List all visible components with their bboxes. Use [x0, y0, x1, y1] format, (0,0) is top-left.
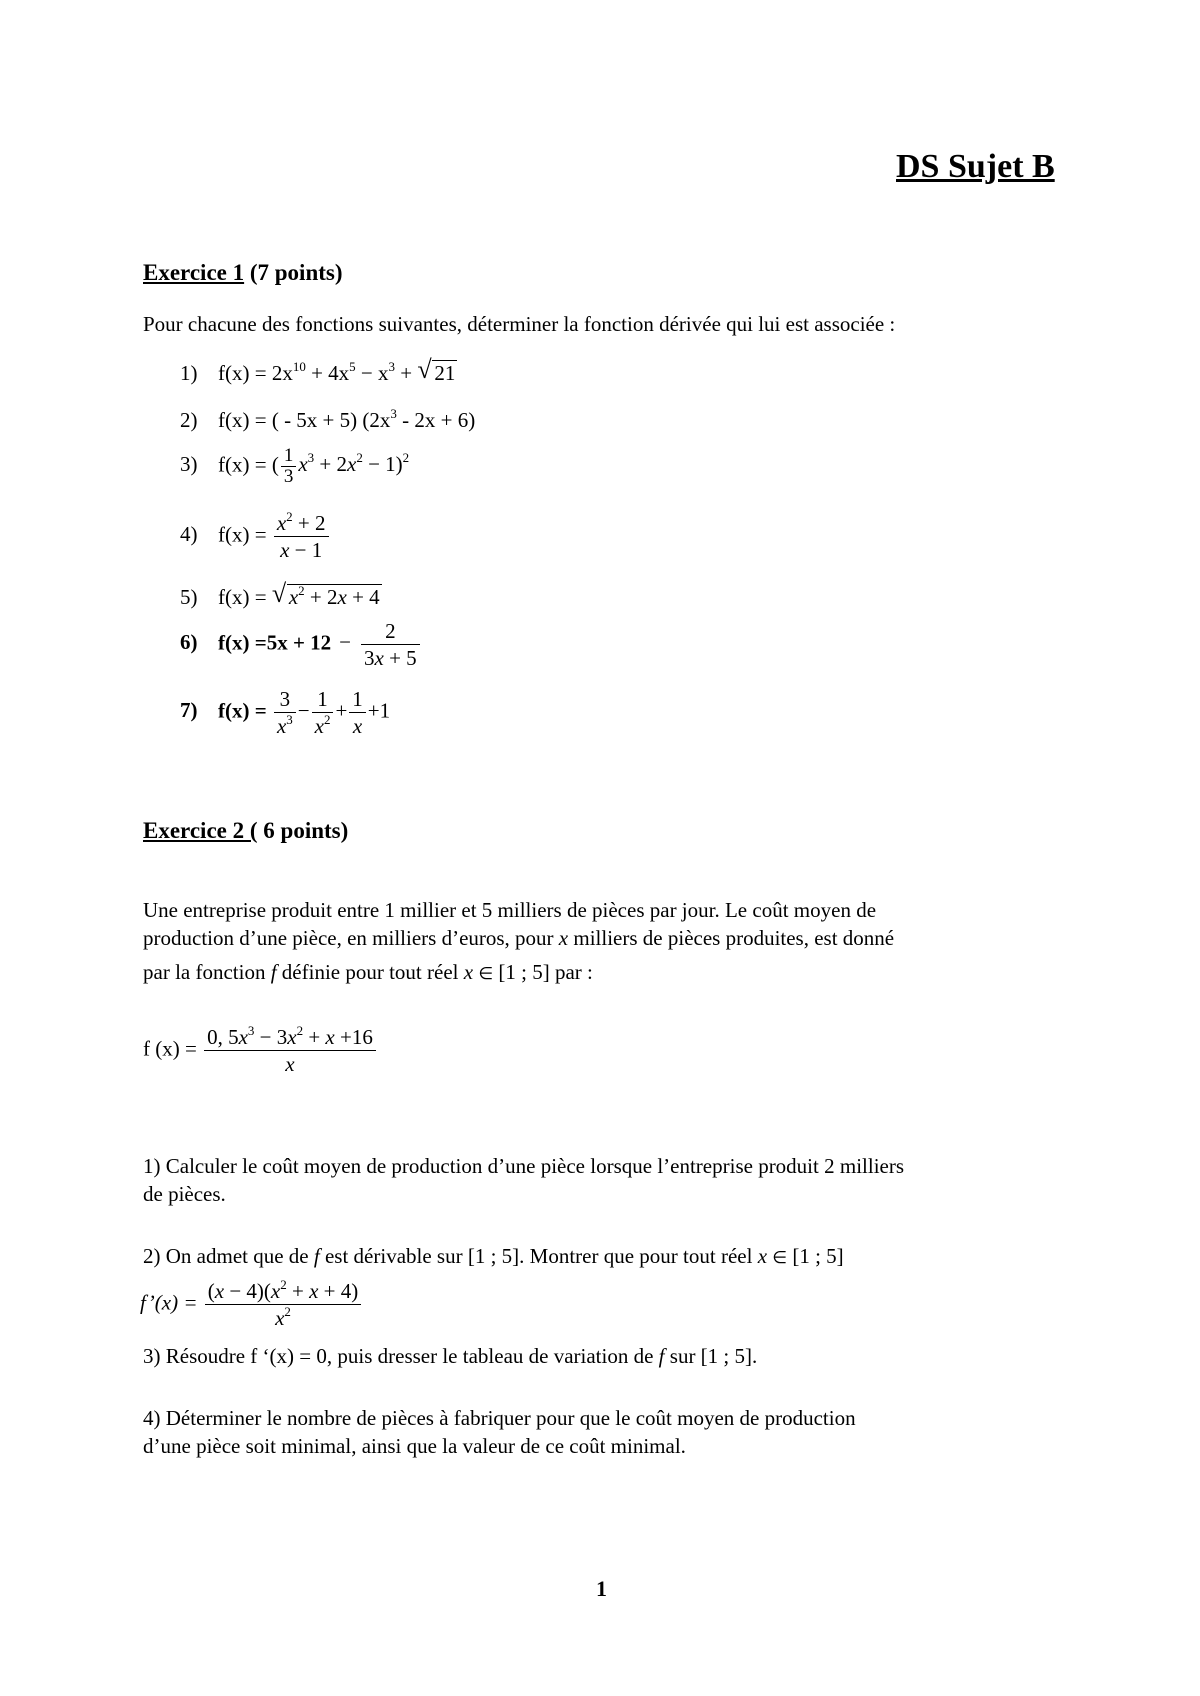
- function-expression: $x^3 + 2x^2 - 1)^2$: [298, 450, 410, 477]
- fraction-one-third: $\frac{1}{3}$: [281, 446, 297, 487]
- cost-function-fraction: $\frac{0, 5x^3 - 3x^2 + x +16}{x}$: [204, 1024, 376, 1077]
- function-label: f(x) = ( - 5x + 5) (2x: [218, 408, 391, 432]
- exercise2-title: Exercice 2 (: [143, 818, 258, 843]
- item-number: 4): [180, 522, 198, 547]
- question-text: [1 ; 5]: [787, 1244, 844, 1268]
- item-number: 6): [180, 630, 198, 655]
- fraction-1-over-x: $\frac{1}{x}$: [349, 686, 366, 739]
- variable-x: x: [558, 926, 569, 950]
- intro-text: définie pour tout réel: [276, 960, 464, 984]
- intro-text: par la fonction: [143, 960, 271, 984]
- function-label: f(x) =: [218, 361, 272, 385]
- question-text: sur [1 ; 5].: [664, 1344, 758, 1368]
- function-label: f(x) =: [218, 698, 272, 723]
- item-number: 7): [180, 698, 198, 723]
- item-number: 2): [180, 408, 198, 432]
- function-label: f(x) =: [218, 585, 272, 609]
- exercise1-heading: [143, 260, 343, 286]
- cost-function-definition: [143, 1024, 378, 1077]
- function-label: f (x) =: [143, 1036, 203, 1061]
- exercise2-intro-line2: [143, 924, 894, 952]
- function-fraction: $\frac{2}{3x + 5}$: [361, 618, 420, 671]
- function-item-2: 2) f(x) = ( - 5x + 5) $(2x^3 - 2x + 6)$: [180, 406, 476, 432]
- question-1-line1: 1) Calculer le coût moyen de production d’une pièce lorsque l’entreprise produit 2 milliers: [143, 1154, 905, 1178]
- intro-text: milliers de pièces produites, est donné: [568, 926, 895, 950]
- function-item-5: [180, 584, 382, 610]
- variable-f: f: [270, 960, 277, 984]
- function-label: f(x) =: [218, 522, 272, 547]
- function-item-1: [180, 360, 457, 386]
- item-number: 3): [180, 452, 198, 477]
- exercise1-points: (7 points): [249, 260, 343, 285]
- variable-f: f: [313, 1244, 320, 1268]
- question-1-line2: de pièces.: [143, 1182, 226, 1206]
- derivative-fraction: $\frac{(x - 4)(x^2 + x + 4)}{x^2}$: [205, 1278, 362, 1331]
- function-label: f(x) = (: [218, 452, 279, 477]
- function-item-3: [180, 446, 409, 487]
- variable-f: f: [658, 1344, 665, 1368]
- function-expression: $2x^{10} + 4x^5 - x^3$ + √ 21: [272, 361, 458, 385]
- element-of-symbol: ∈: [772, 1248, 788, 1268]
- fraction-3-over-x3: $\frac{3}{x^3}$: [274, 686, 296, 739]
- fraction-1-over-x2: $\frac{1}{x^2}$: [312, 686, 334, 739]
- intro-text: production d’une pièce, en milliers d’euros, pour: [143, 926, 559, 950]
- question-3: [143, 1342, 757, 1370]
- variable-x: x: [463, 960, 474, 984]
- item-number: 5): [180, 585, 198, 609]
- question-4-line1: 4) Déterminer le nombre de pièces à fabriquer pour que le coût moyen de production: [143, 1406, 856, 1430]
- question-text: 3) Résoudre f ‘(x) = 0, puis dresser le tableau de variation de: [143, 1344, 659, 1368]
- page-number: 1: [596, 1576, 607, 1601]
- exercise2-points: 6 points): [263, 818, 349, 843]
- function-label: f(x) =5x + 12: [218, 630, 332, 655]
- question-text: 2) On admet que de: [143, 1244, 314, 1268]
- question-2: [143, 1242, 844, 1272]
- derivative-label: f’(x) =: [140, 1290, 203, 1315]
- element-of-symbol: ∈: [478, 964, 494, 984]
- function-item-7: 7) f(x) = $\frac{3}{x^3}$ − $\frac{1}{x^2}$ + $\frac{1}{x}$ +1: [180, 687, 391, 738]
- page-title: DS Sujet B: [896, 148, 1055, 185]
- item-number: 1): [180, 361, 198, 385]
- function-label-tail: - 2x + 6): [396, 408, 476, 432]
- sqrt-expression: √ $x^2 + 2x + 4$: [272, 584, 382, 610]
- function-fraction: $\frac{x^2 + 2}{x - 1}$: [274, 510, 329, 563]
- exercise2-intro-line1: Une entreprise produit entre 1 millier et 5 milliers de pièces par jour. Le coût moyen de: [143, 898, 877, 922]
- function-item-4: [180, 510, 331, 563]
- question-text: est dérivable sur [1 ; 5]. Montrer que pour tout réel: [319, 1244, 758, 1268]
- variable-x: x: [757, 1244, 768, 1268]
- question-4-line2: d’une pièce soit minimal, ainsi que la valeur de ce coût minimal.: [143, 1434, 686, 1458]
- exercise1-instruction: Pour chacune des fonctions suivantes, déterminer la fonction dérivée qui lui est associée :: [143, 312, 896, 336]
- exercise2-heading: [143, 818, 348, 844]
- function-item-6: 6) f(x) =5x + 12 − $\frac{2}{3x + 5}$: [180, 618, 422, 671]
- derivative-expression: [140, 1278, 363, 1331]
- exercise2-intro-line3: [143, 958, 593, 988]
- exercise1-title: Exercice 1: [143, 260, 245, 285]
- intro-text: [1 ; 5] par :: [493, 960, 593, 984]
